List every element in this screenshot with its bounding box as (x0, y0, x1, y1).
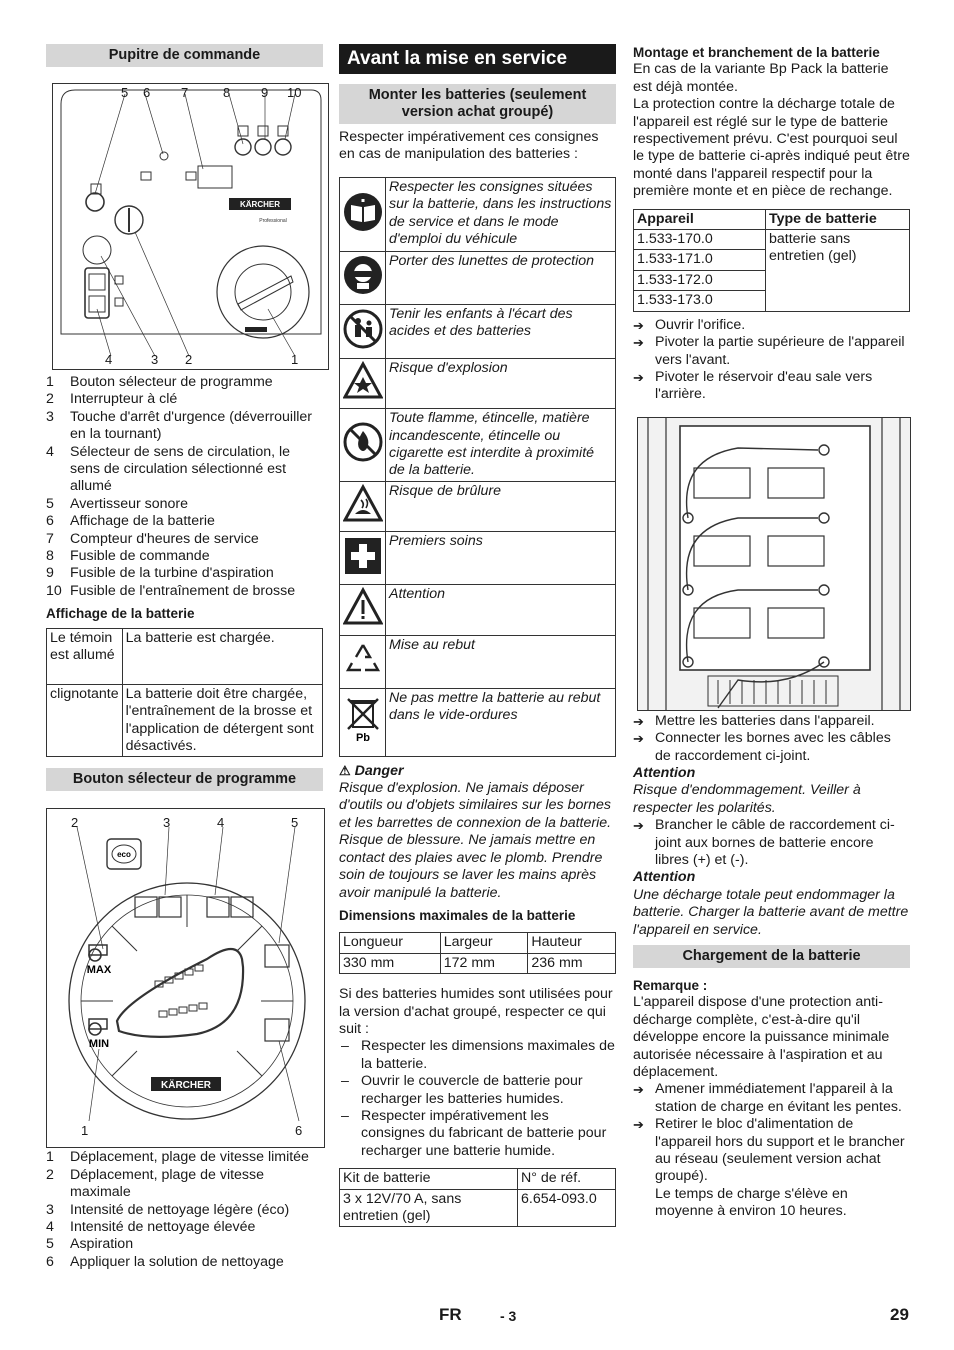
fig2-label-5: 5 (291, 815, 299, 831)
table-row: Porter des lunettes de protection (340, 251, 616, 304)
fig1-label-4: 4 (105, 352, 113, 367)
legend-item: 8 Fusible de commande (46, 548, 210, 565)
burn-icon (343, 484, 383, 524)
danger-icon: ⚠ (339, 762, 351, 778)
dims-table (339, 932, 616, 974)
footer-lang: FR (439, 1305, 462, 1324)
chapter-title: Avant la mise en service (339, 44, 616, 74)
danger-text: Risque d'explosion. Ne jamais déposer d'outils ou d'objets similaires sur les bornes et les barrettes de connexion de la batterie. Risque de blessure. Ne jamais mettre en contact des plaies avec le plomb. Prendre soin de toujours se laver les mains après avoir manipulé la batterie. (339, 780, 612, 901)
goggles-icon (343, 255, 383, 295)
table-row: 1.533-172.0 (634, 270, 910, 290)
battery-compartment-drawing (638, 418, 910, 710)
table-row: Tenir les enfants à l'écart des acides et des batteries (340, 304, 616, 358)
device-battery-table (633, 209, 910, 312)
section-title-program-selector: Bouton sélecteur de programme (46, 768, 323, 791)
fig1-label-9: 9 (261, 85, 269, 100)
legend-item: 5 Aspiration (46, 1236, 134, 1253)
fig1-label-5: 5 (121, 85, 129, 100)
table-row: Toute flamme, étincelle, matière incandescente, étincelle ou cigarette est interdite à proximité de la batterie. (340, 409, 616, 482)
column-2 (339, 44, 616, 1227)
list-item: ➔ Retirer le bloc d'alimentation de l'appareil hors du support et le brancher au réseau (seulement version achat groupé). (633, 1116, 905, 1185)
remark-text: L'appareil dispose d'une protection anti-décharge complète, c'est-à-dire qu'il développe encore la puissance minimale autorisée nécessaire à l'aspiration et au déplacement. (633, 994, 890, 1081)
program-selector-figure (46, 808, 325, 1148)
mount-paragraph-1: En cas de la variante Bp Pack la batterie est déjà montée. (633, 61, 889, 95)
brand-logo: KÄRCHER (161, 1080, 211, 1092)
list-item: – Respecter les dimensions maximales de la batterie. (341, 1038, 615, 1072)
fig1-label-6: 6 (143, 85, 151, 100)
legend-item: 4 Sélecteur de sens de circulation, le sens de circulation sélectionné est allumé (46, 443, 291, 495)
intro-text: Respecter impérativement ces consignes en cas de manipulation des batteries : (339, 129, 599, 163)
fig1-label-8: 8 (223, 85, 231, 100)
table-row: 1.533-173.0 (634, 291, 910, 311)
list-item: – Respecter impérativement les consignes du fabricant de batterie pour recharger une batterie humide. (341, 1107, 607, 1159)
no-bin-icon (343, 695, 383, 743)
mount-paragraph-2: La protection contre la décharge totale de l'appareil est réglé sur le type de batterie respectivement prévu. C'est pourquoi seul le type de batterie ci-après indiqué peut être monté dans l'appareil respectif pour la première monte et en pièce de rechange. (633, 96, 910, 200)
legend-item: 4 Intensité de nettoyage élevée (46, 1218, 256, 1235)
table-row: Risque d'explosion (340, 358, 616, 408)
mount-title: Montage et branchement de la batterie (633, 45, 880, 60)
table-row: Attention (340, 585, 616, 635)
fig2-label-3: 3 (163, 815, 171, 831)
wet-battery-list (339, 1038, 616, 1160)
pb-label: Pb (355, 732, 370, 744)
steps-open (633, 317, 910, 404)
legend-item: 3 Intensité de nettoyage légère (éco) (46, 1201, 290, 1218)
battery-display-title: Affichage de la batterie (46, 606, 195, 622)
remark-heading: Remarque : (633, 978, 708, 993)
steps-connect (633, 817, 910, 869)
safety-symbols-table (339, 177, 616, 757)
legend-item: 9 Fusible de la turbine d'aspiration (46, 565, 274, 582)
max-label: MAX (86, 964, 112, 977)
section-title-mount-batteries: Monter les batteries (seulement version achat groupé) (339, 84, 616, 124)
legend-item: 2 Déplacement, plage de vitesse maximale (46, 1166, 265, 1201)
list-item: ➔ Ouvrir l'orifice. (633, 316, 746, 333)
danger-heading: ⚠ Danger (339, 762, 404, 779)
legend-item: 6 Affichage de la batterie (46, 513, 215, 530)
column-3 (633, 44, 910, 1221)
list-item: ➔ Amener immédiatement l'appareil à la station de charge en évitant les pentes. (633, 1081, 902, 1115)
fig1-label-1: 1 (291, 352, 299, 367)
column-1 (46, 44, 323, 1271)
wet-battery-intro: Si des batteries humides sont utilisées pour la version d'achat groupé, respecter ce qui suit : (339, 986, 613, 1037)
arrow-icon: ➔ (633, 369, 644, 385)
table-row: Longueur Largeur Hauteur (340, 933, 616, 953)
attention-text-2: Une décharge totale peut endommager la batterie. Charger la batterie avant de mettre l'appareil en service. (633, 886, 909, 938)
legend-item: 7 Compteur d'heures de service (46, 530, 259, 547)
explosion-icon (343, 361, 383, 401)
fig1-label-2: 2 (185, 352, 193, 367)
legend-item: 3 Touche d'arrêt d'urgence (déverrouiller en la tournant) (46, 408, 313, 443)
page-number: 29 (890, 1305, 909, 1324)
battery-display-table (46, 628, 323, 758)
warning-icon (343, 587, 383, 627)
section-title-charging: Chargement de la batterie (633, 945, 910, 968)
control-panel-figure (52, 83, 329, 370)
legend-item: 2 Interrupteur à clé (46, 391, 178, 408)
arrow-icon: ➔ (633, 731, 644, 747)
legend-item: 5 Avertisseur sonore (46, 495, 189, 512)
no-flame-icon (343, 422, 383, 462)
table-row: clignotante La batterie doit être chargée, l'entraînement de la brosse et l'application de détergent sont désactivés. (47, 684, 323, 757)
legend-item: 1 Bouton sélecteur de programme (46, 374, 273, 390)
arrow-icon: ➔ (633, 1082, 644, 1098)
table-row: Le témoin est allumé La batterie est chargée. (47, 628, 323, 684)
manual-icon (343, 192, 383, 232)
arrow-icon: ➔ (633, 818, 644, 834)
program-selector-legend (46, 1149, 323, 1271)
arrow-icon: ➔ (633, 335, 644, 351)
legend-item: 6 Appliquer la solution de nettoyage (46, 1253, 284, 1270)
list-item: ➔ Brancher le câble de raccordement ci-joint aux bornes de batterie encore libres (+) et (-). (633, 817, 895, 868)
list-item: ➔ Mettre les batteries dans l'appareil. (633, 712, 875, 729)
fig2-label-4: 4 (217, 815, 225, 831)
table-row: Premiers soins (340, 532, 616, 585)
fig1-label-3: 3 (151, 352, 159, 367)
charge-time: Le temps de charge s'élève en moyenne à environ 10 heures. (655, 1185, 848, 1220)
section-title-control-panel: Pupitre de commande (46, 44, 323, 67)
table-row: Appareil Type de batterie (634, 209, 910, 229)
fig2-label-1: 1 (81, 1123, 89, 1139)
table-row: Risque de brûlure (340, 481, 616, 531)
arrow-icon: ➔ (633, 317, 644, 333)
battery-kit-table (339, 1168, 616, 1227)
list-item: – Ouvrir le couvercle de batterie pour recharger les batteries humides. (341, 1073, 583, 1107)
recycle-icon (343, 639, 383, 679)
svg-text:Professional: Professional (259, 218, 287, 224)
dims-title: Dimensions maximales de la batterie (339, 907, 576, 923)
table-row: 1.533-171.0 (634, 250, 910, 270)
table-row: Pb Ne pas mettre la batterie au rebut dans le vide-ordures (340, 688, 616, 756)
attention-text-1: Risque d'endommagement. Veiller à respecter les polarités. (633, 782, 861, 816)
steps-insert (633, 713, 910, 765)
list-item: ➔ Pivoter le réservoir d'eau sale vers l'arrière. (633, 368, 873, 403)
fig1-label-10: 10 (287, 85, 302, 100)
brand-logo-small: KÄRCHER (240, 200, 280, 209)
steps-charge (633, 1081, 910, 1185)
attention-heading-1: Attention (633, 764, 696, 781)
arrow-icon: ➔ (633, 1117, 644, 1133)
table-row: 1.533-170.0 batterie sans entretien (gel) (634, 230, 910, 250)
table-row: 330 mm 172 mm 236 mm (340, 953, 616, 973)
fig2-label-6: 6 (295, 1123, 303, 1139)
legend-item: 10 Fusible de l'entraînement de brosse (46, 582, 296, 599)
footer-section-page: - 3 (500, 1308, 517, 1324)
table-row: Mise au rebut (340, 635, 616, 688)
fig2-label-2: 2 (71, 815, 79, 831)
attention-heading-2: Attention (633, 869, 696, 886)
list-item: ➔ Pivoter la partie supérieure de l'appareil vers l'avant. (633, 334, 905, 368)
min-label: MIN (88, 1038, 110, 1051)
control-panel-drawing (53, 84, 328, 369)
children-icon (343, 309, 383, 349)
battery-compartment-figure (637, 417, 911, 711)
program-selector-drawing (47, 809, 324, 1147)
fig1-label-7: 7 (181, 85, 189, 100)
table-row: Respecter les consignes situées sur la batterie, dans les instructions de service et dans le mode d'emploi du véhicule (340, 177, 616, 251)
eco-label: eco (117, 850, 131, 860)
arrow-icon: ➔ (633, 713, 644, 729)
first-aid-icon (343, 536, 383, 576)
table-row: Kit de batterie N° de réf. (340, 1169, 616, 1189)
legend-item: 1 Déplacement, plage de vitesse limitée (46, 1149, 309, 1166)
control-panel-legend (46, 374, 323, 600)
list-item: ➔ Connecter les bornes avec les câbles de raccordement ci-joint. (633, 730, 891, 764)
table-row: 3 x 12V/70 A, sans entretien (gel) 6.654-093.0 (340, 1189, 616, 1227)
